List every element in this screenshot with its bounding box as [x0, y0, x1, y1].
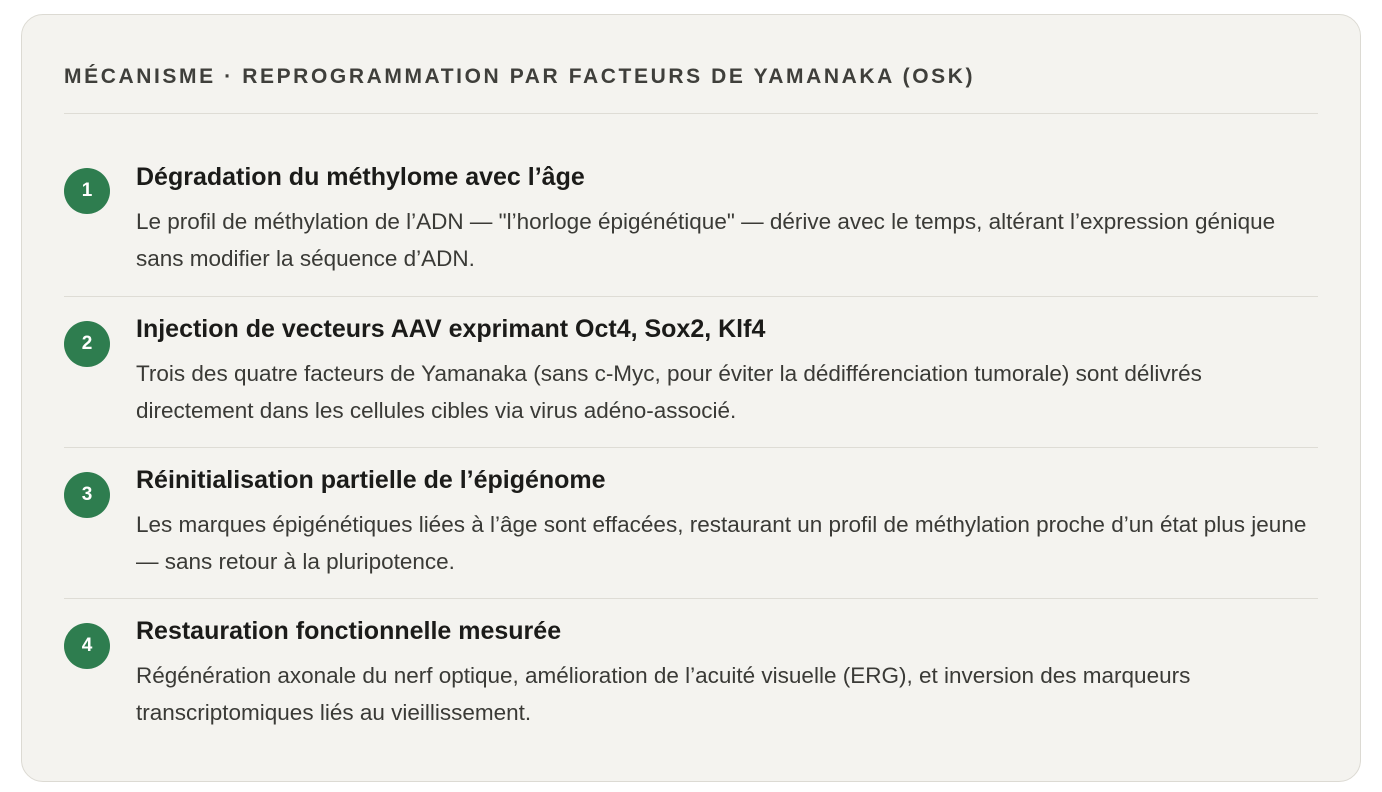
step-number-badge: 1 [64, 168, 110, 214]
step-description: Les marques épigénétiques liées à l’âge sont effacées, restaurant un profil de méthylation proche d’un état plus jeune — sans retour à la pluripotence. [136, 512, 1307, 574]
step-number-badge: 2 [64, 321, 110, 367]
step-number-badge: 3 [64, 472, 110, 518]
step-title: Dégradation du méthylome avec l’âge [136, 163, 585, 191]
title-divider [64, 113, 1318, 114]
steps-list [64, 145, 1318, 749]
card-title: MÉCANISME · REPROGRAMMATION PAR FACTEURS DE YAMANAKA (OSK) [64, 65, 976, 88]
step-item [64, 447, 1318, 598]
step-title: Injection de vecteurs AAV exprimant Oct4, Sox2, Klf4 [136, 315, 766, 343]
step-description: Régénération axonale du nerf optique, amélioration de l’acuité visuelle (ERG), et inversion des marqueurs transcriptomiques liés au vieillissement. [136, 663, 1191, 725]
mechanism-card [21, 14, 1361, 782]
step-number-badge: 4 [64, 623, 110, 669]
step-description: Trois des quatre facteurs de Yamanaka (sans c-Myc, pour éviter la dédifférenciation tumorale) sont délivrés directement dans les cellules cibles via virus adéno-associé. [136, 361, 1202, 423]
step-item [64, 598, 1318, 749]
step-item [64, 145, 1318, 296]
step-title: Restauration fonctionnelle mesurée [136, 617, 562, 645]
step-description: Le profil de méthylation de l’ADN — "l’horloge épigénétique" — dérive avec le temps, altérant l’expression génique sans modifier la séquence d’ADN. [136, 209, 1276, 271]
step-item [64, 296, 1318, 447]
step-title: Réinitialisation partielle de l’épigénome [136, 466, 606, 494]
